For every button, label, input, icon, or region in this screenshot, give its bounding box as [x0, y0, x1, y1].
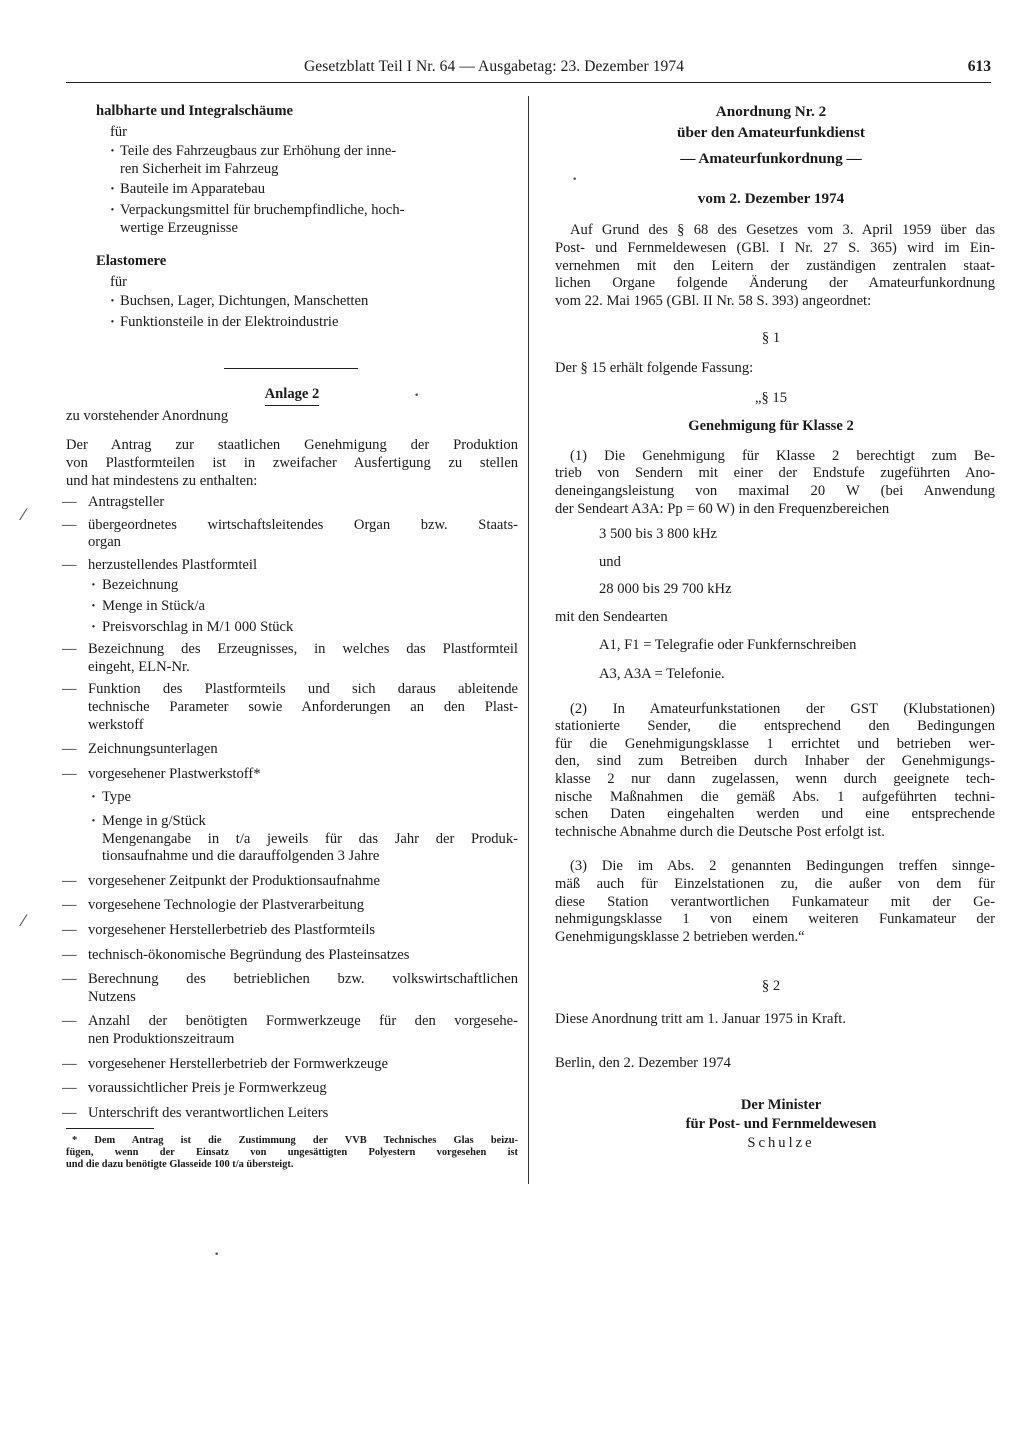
list-item: — Zeichnungsunterlagen	[66, 741, 518, 759]
group1-list	[66, 143, 518, 237]
section-1-heading: § 1	[761, 330, 781, 347]
group1-fuer: für	[110, 123, 128, 140]
list-item: — vorgesehene Technologie der Plastverarbeitung	[66, 897, 518, 915]
list-item: · Teile des Fahrzeugbaus zur Erhöhung der inne- ren Sicherheit im Fahrzeug	[92, 143, 518, 178]
list-item: · Buchsen, Lager, Dichtungen, Manschetten	[92, 293, 518, 311]
paragraph-2: (2) In Amateurfunkstationen der GST (Klubstationen) stationierte Sender, die entsprechend den Bedingungen für die Genehmigungsklasse 1 errichtet und betrieben wer- den, sind zum Betreiben durch Inhaber der Genehmigungs- klasse 2 nur dann zugelassen, wenn durch geeignete tech- nische Maßnahmen die gemäß Abs. 1 aufgeführten techni- schen Daten eingehalten werden und eine entsprechende technische Abnahme durch die Deutsche Post erfolgt ist.	[555, 700, 995, 840]
list-item: · Bauteile im Apparatebau	[92, 181, 518, 199]
paragraph-1: (1) Die Genehmigung für Klasse 2 berechtigt zum Be- trieb von Sendern mit einer der Endstufe zugeführten Ano- deneingangsleistung von maximal 20 W (bei Anwendung der Sendeart A3A: Pp = 60 W) in den Frequenzbereichen	[555, 447, 995, 517]
section-1-text: Der § 15 erhält folgende Fassung:	[555, 359, 754, 376]
list-item: — Bezeichnung des Erzeugnisses, in welches das Plastformteil eingeht, ELN-Nr.	[66, 641, 518, 676]
footnote-rule	[66, 1128, 154, 1129]
sub-item: · Type	[66, 789, 518, 807]
list-item: — übergeordnetes wirtschaftsleitendes Organ bzw. Staats- organ	[66, 517, 518, 552]
anlage-subtitle: zu vorstehender Anordnung	[66, 407, 229, 424]
margin-checkmark: ⁄	[22, 911, 25, 930]
signatory-name: Schulze	[747, 1135, 815, 1152]
section-2-heading: § 2	[761, 978, 781, 995]
left-column	[66, 103, 518, 1170]
requirements-list	[66, 494, 518, 1122]
list-item: — vorgesehener Herstellerbetrieb des Plastformteils	[66, 922, 518, 940]
ordinance-title-line2: über den Amateurfunkdienst	[677, 123, 865, 141]
modes-intro: mit den Sendearten	[555, 608, 668, 625]
frequency-range-2: 28 000 bis 29 700 kHz	[599, 581, 732, 598]
ordinance-subtitle: — Amateurfunkordnung —	[680, 150, 862, 168]
list-item: — voraussichtlicher Preis je Formwerkzeug	[66, 1080, 518, 1098]
preamble: Auf Grund des § 68 des Gesetzes vom 3. April 1959 über das Post- und Fernmeldewesen (GBl. I Nr. 27 S. 365) wird im Ein- vernehmen mit den Leitern der zuständigen zentralen staat- lichen Organe folgende Änderung der Amateurfunkordnung vom 22. Mai 1965 (GBl. II Nr. 58 S. 393) angeordnet:	[555, 222, 995, 309]
signatory-title: Der Minister	[740, 1097, 822, 1114]
mode-telegraphy: A1, F1 = Telegrafie oder Funkfernschreiben	[599, 637, 857, 654]
list-item: · Funktionsteile in der Elektroindustrie	[92, 314, 518, 332]
list-item: — vorgesehener Plastwerkstoff*	[66, 766, 518, 784]
section-separator	[224, 368, 358, 370]
ordinance-title: Anordnung Nr. 2	[715, 103, 827, 120]
mode-telephony: A3, A3A = Telefonie.	[599, 666, 725, 683]
right-column	[555, 103, 995, 1153]
anlage-title-wrap	[66, 386, 518, 406]
section-15-title: Genehmigung für Klasse 2	[688, 418, 854, 435]
margin-checkmark: ⁄	[22, 505, 25, 524]
sub-item: · Menge in Stück/a	[66, 598, 518, 616]
group2-list	[66, 293, 518, 331]
sub-item: · Menge in g/Stück	[66, 813, 518, 831]
list-item: · Verpackungsmittel für bruchempfindliche, hoch- wertige Erzeugnisse	[92, 202, 518, 237]
paragraph-3: (3) Die im Abs. 2 genannten Bedingungen treffen sinnge- mäß auch für Einzelstationen zu, die außer von dem für diese Station verantwortlichen Funkamateur mit der Ge- nehmigungsklasse 1 von einem weiteren Funkamateur der Genehmigungsklasse 2 betrieben werden.“	[555, 858, 995, 945]
signatory-office: für Post- und Fernmeldewesen	[685, 1115, 877, 1132]
group2-fuer: für	[110, 273, 128, 290]
list-item: — herzustellendes Plastformteil	[66, 557, 518, 575]
group1-heading: halbharte und Integralschäume	[96, 103, 294, 119]
scan-dot: •	[414, 391, 420, 401]
list-item: — vorgesehener Herstellerbetrieb der Formwerkzeuge	[66, 1056, 518, 1074]
ordinance-date: vom 2. Dezember 1974	[697, 189, 845, 207]
list-item: — Antragsteller	[66, 494, 518, 512]
list-item: — vorgesehener Zeitpunkt der Produktionsaufnahme	[66, 873, 518, 891]
group2-heading: Elastomere	[96, 253, 167, 270]
frequency-connector: und	[599, 553, 621, 570]
sub-item: · Bezeichnung	[66, 577, 518, 595]
frequency-range-1: 3 500 bis 3 800 kHz	[599, 526, 717, 543]
list-item: — Funktion des Plastformteils und sich daraus ableitende technische Parameter sowie Anforderungen an den Plast- werkstoff	[66, 681, 518, 734]
list-item: — Anzahl der benötigten Formwerkzeuge für den vorgesehe- nen Produktionszeitraum	[66, 1013, 518, 1048]
page-number: 613	[967, 58, 991, 75]
anlage-title: Anlage 2	[265, 386, 320, 406]
list-item: — Unterschrift des verantwortlichen Leiters	[66, 1105, 518, 1123]
scan-dot: •	[214, 1250, 220, 1260]
section-2-text: Diese Anordnung tritt am 1. Januar 1975 in Kraft.	[555, 1010, 847, 1027]
anlage-intro: Der Antrag zur staatlichen Genehmigung der Produktion von Plastformteilen ist in zweifacher Ausfertigung zu stellen und hat mindestens zu enthalten:	[66, 437, 518, 489]
list-item: — Berechnung des betrieblichen bzw. volkswirtschaftlichen Nutzens	[66, 971, 518, 1006]
sub-item: · Preisvorschlag in M/1 000 Stück	[66, 619, 518, 637]
list-item: — technisch-ökonomische Begründung des Plasteinsatzes	[66, 947, 518, 965]
column-divider	[528, 96, 529, 1184]
scan-dot: •	[572, 175, 578, 185]
place-date: Berlin, den 2. Dezember 1974	[555, 1054, 731, 1071]
sub-item-continuation: Mengenangabe in t/a jeweils für das Jahr der Produk- tionsaufnahme und die darauffolgenden 3 Jahre	[102, 830, 518, 865]
section-15-heading: „§ 15	[754, 389, 788, 406]
page-header	[66, 56, 991, 83]
header-title: Gesetzblatt Teil I Nr. 64 — Ausgabetag: 23. Dezember 1974	[304, 58, 685, 75]
footnote: * Dem Antrag ist die Zustimmung der VVB Technisches Glas beizu- fügen, wenn der Einsatz von ungesättigten Polyestern vorgesehen ist und die dazu benötigte Glasseide 100 t/a übersteigt.	[66, 1135, 518, 1170]
